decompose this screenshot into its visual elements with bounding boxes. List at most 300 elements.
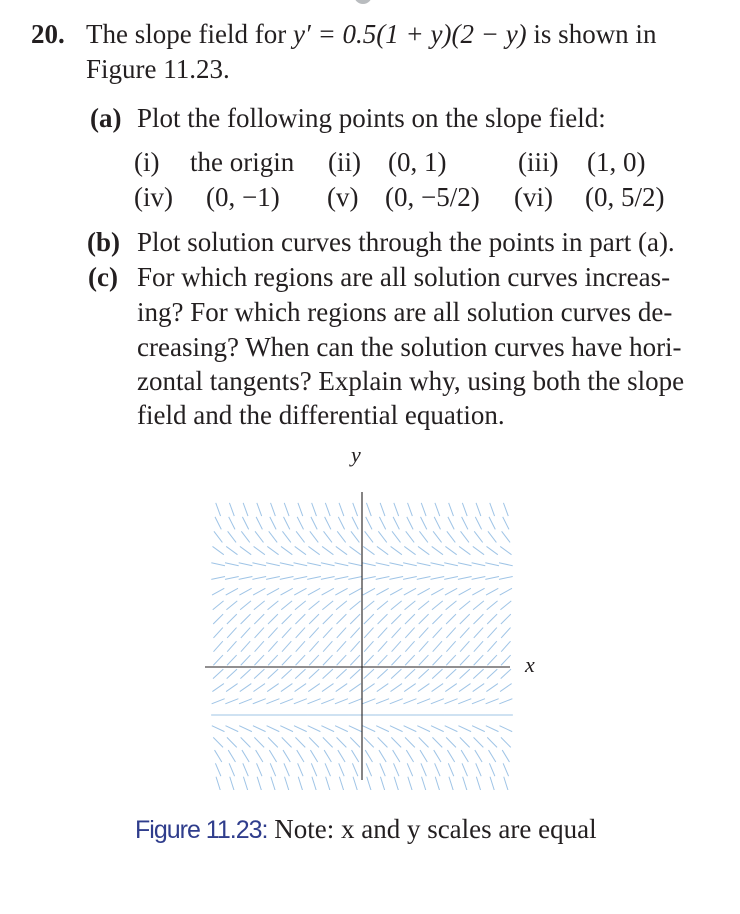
slope-segment — [432, 614, 442, 624]
slope-segment — [419, 628, 428, 638]
slope-segment — [460, 614, 470, 624]
slope-segment — [445, 726, 458, 732]
slope-segment — [417, 726, 430, 732]
point-num-ii: (ii) — [328, 147, 361, 177]
slope-segment — [349, 699, 362, 704]
slope-segment — [376, 577, 390, 580]
slope-segment — [459, 601, 470, 610]
slope-segment — [322, 684, 334, 692]
slope-segment — [281, 588, 293, 595]
slope-segment — [239, 588, 251, 595]
slope-segment — [499, 577, 513, 580]
slope-segment — [488, 531, 496, 542]
slope-segment — [257, 503, 262, 516]
slope-segment — [499, 699, 512, 704]
slope-segment — [444, 577, 458, 580]
slope-segment — [285, 777, 289, 790]
slope-segment — [421, 763, 426, 776]
slope-segment — [394, 763, 399, 776]
slope-segment — [267, 588, 279, 595]
slope-segment — [380, 503, 385, 516]
part-b-text: Plot solution curves through the points in part (a). — [137, 227, 675, 257]
slope-segment — [391, 669, 401, 678]
slope-segment — [338, 750, 345, 762]
slope-segment — [335, 577, 349, 580]
slope-segment — [308, 684, 320, 692]
part-c-line-4: zontal tangents? Explain why, using both the slope — [137, 366, 685, 396]
slope-segment — [363, 726, 376, 732]
slope-segment — [297, 517, 303, 530]
slope-segment — [362, 577, 376, 580]
slope-segment — [500, 601, 511, 610]
slope-segment — [380, 763, 385, 776]
slope-segment — [282, 628, 291, 638]
slope-segment — [487, 546, 498, 554]
slope-segment — [241, 655, 251, 665]
slope-segment — [432, 684, 444, 692]
slope-segment — [337, 655, 347, 665]
slope-segment — [500, 588, 512, 595]
slope-segment — [351, 531, 359, 542]
slope-segment — [352, 750, 359, 762]
point-val-i: the origin — [190, 147, 295, 177]
slope-segment — [294, 588, 306, 595]
slope-segment — [350, 614, 360, 624]
slope-segment — [448, 517, 454, 530]
slope-segment — [462, 517, 468, 530]
slope-segment — [295, 601, 306, 610]
slope-segment — [376, 563, 390, 566]
slope-segment — [353, 777, 357, 790]
slope-segment — [213, 614, 223, 624]
slope-segment — [336, 601, 347, 610]
slope-segment — [336, 546, 347, 554]
part-c-line-3: creasing? When can the solution curves have hori- — [137, 332, 682, 362]
slope-segment — [393, 517, 399, 530]
slope-segment — [211, 563, 225, 566]
slope-segment — [391, 601, 402, 610]
slope-segment — [216, 777, 220, 790]
slope-segment — [227, 655, 237, 665]
slope-segment — [268, 628, 277, 638]
slope-segment — [336, 669, 346, 678]
slope-segment — [214, 531, 222, 542]
part-b-label: (b) — [87, 227, 120, 257]
point-val-iii: (1, 0) — [587, 147, 646, 177]
problem-equation: y′ = 0.5(1 + y)(2 − y) — [292, 19, 527, 49]
slope-segment — [226, 726, 239, 732]
slope-segment — [458, 726, 471, 732]
slope-segment — [391, 546, 402, 554]
slope-segment — [309, 641, 318, 651]
part-c-line-2: ing? For which regions are all solution curves de- — [137, 297, 673, 327]
slope-segment — [418, 601, 429, 610]
slope-segment — [239, 699, 252, 704]
slope-segment — [266, 699, 279, 704]
slope-segment — [213, 655, 223, 665]
slope-segment — [337, 737, 347, 747]
slope-segment — [228, 531, 236, 542]
slope-segment — [308, 546, 319, 554]
slope-segment — [254, 546, 265, 554]
slope-segment — [501, 628, 510, 638]
slope-segment — [378, 655, 388, 665]
slope-segment — [405, 614, 415, 624]
slope-segment — [408, 777, 412, 790]
point-num-vi: (vi) — [514, 182, 553, 212]
slope-segment — [226, 684, 238, 692]
slope-segment — [504, 777, 508, 790]
slope-segment — [281, 684, 293, 692]
slope-segment — [392, 531, 400, 542]
slope-segment — [296, 641, 305, 651]
slope-segment — [213, 628, 222, 638]
slope-segment — [390, 588, 402, 595]
slope-segment — [475, 750, 482, 762]
slope-segment — [337, 641, 346, 651]
slope-segment — [252, 563, 266, 566]
slope-segment — [308, 726, 321, 732]
part-c-label: (c) — [88, 262, 118, 292]
slope-segment — [366, 763, 371, 776]
slope-segment — [406, 531, 414, 542]
slope-segment — [348, 563, 362, 566]
slope-segment — [225, 699, 238, 704]
slope-segment — [294, 563, 308, 566]
slope-segment — [338, 517, 344, 530]
slope-segment — [445, 546, 456, 554]
slope-segment — [227, 628, 236, 638]
slope-segment — [458, 577, 472, 580]
slope-segment — [323, 641, 332, 651]
slope-segment — [473, 601, 484, 610]
slope-segment — [256, 750, 263, 762]
slope-segment — [403, 699, 416, 704]
slope-segment — [268, 601, 279, 610]
slope-segment — [215, 517, 221, 530]
slope-segment — [392, 628, 401, 638]
slope-segment — [310, 750, 317, 762]
slope-segment — [378, 531, 386, 542]
figure-caption — [135, 812, 597, 847]
slope-segment — [376, 726, 389, 732]
slope-segment — [419, 614, 429, 624]
slope-segment — [432, 737, 442, 747]
slope-segment — [377, 546, 388, 554]
slope-segment — [339, 763, 344, 776]
slope-segment — [431, 699, 444, 704]
point-num-i: (i) — [134, 147, 160, 177]
slope-segment — [281, 669, 291, 678]
slope-segment — [212, 684, 224, 692]
slope-segment — [500, 546, 511, 554]
slope-segment — [267, 684, 279, 692]
slope-segment — [335, 588, 347, 595]
slope-segment — [364, 669, 374, 678]
slope-segment — [391, 737, 401, 747]
slope-segment — [405, 641, 414, 651]
slope-segment — [378, 737, 388, 747]
slope-segment — [503, 517, 509, 530]
slope-segment — [379, 750, 386, 762]
slope-segment — [308, 588, 320, 595]
slope-segment — [476, 777, 480, 790]
slope-segment — [252, 577, 266, 580]
slope-segment — [229, 517, 235, 530]
slope-segment — [295, 669, 305, 678]
slope-segment — [312, 503, 317, 516]
slope-segment — [433, 641, 442, 651]
slope-segment — [229, 503, 234, 516]
slope-segment — [240, 546, 251, 554]
slope-segment — [226, 601, 237, 610]
slope-segment — [405, 669, 415, 678]
slope-segment — [487, 614, 497, 624]
part-c-line-1: For which regions are all solution curves increas- — [137, 262, 671, 292]
slope-segment — [418, 588, 430, 595]
slope-segment — [367, 777, 371, 790]
slope-segment — [417, 563, 431, 566]
slope-segment — [500, 726, 513, 732]
slope-segment — [337, 628, 346, 638]
slope-segment — [422, 777, 426, 790]
slope-segment — [323, 628, 332, 638]
slope-segment — [363, 601, 374, 610]
slope-segment — [240, 684, 252, 692]
slope-segment — [324, 750, 331, 762]
slope-segment — [269, 531, 277, 542]
slope-segment — [502, 750, 509, 762]
slope-segment — [377, 684, 389, 692]
slope-segment — [284, 517, 290, 530]
slope-segment — [408, 503, 413, 516]
slope-segment — [391, 684, 403, 692]
slope-segment — [486, 588, 498, 595]
slope-segment — [364, 628, 373, 638]
slope-segment — [449, 503, 454, 516]
slope-segment — [445, 588, 457, 595]
slope-segment — [474, 614, 484, 624]
slope-segment — [242, 750, 249, 762]
slope-segment — [364, 614, 374, 624]
slope-segment — [421, 517, 427, 530]
clipped-glyph-top — [354, 0, 372, 4]
slope-segment — [335, 563, 349, 566]
slope-segment — [323, 614, 333, 624]
slope-segment — [240, 601, 251, 610]
slope-segment — [350, 601, 361, 610]
part-a-label: (a) — [90, 103, 122, 133]
slope-segment — [256, 517, 262, 530]
slope-segment — [366, 517, 372, 530]
slope-segment — [472, 563, 486, 566]
slope-segment — [225, 577, 239, 580]
slope-segment — [323, 655, 333, 665]
slope-segment — [228, 750, 235, 762]
slope-segment — [444, 563, 458, 566]
slope-segment — [296, 531, 304, 542]
slope-segment — [349, 684, 361, 692]
slope-segment — [266, 563, 280, 566]
slope-segment — [350, 737, 360, 747]
slope-segment — [212, 699, 225, 704]
problem-number: 20. — [31, 19, 65, 49]
slope-segment — [349, 726, 362, 732]
slope-segment — [474, 531, 482, 542]
slope-segment — [282, 641, 291, 651]
slope-segment — [405, 628, 414, 638]
slope-segment — [268, 614, 278, 624]
slope-segment — [473, 684, 485, 692]
slope-segment — [486, 726, 499, 732]
slope-segment — [378, 641, 387, 651]
slope-segment — [377, 669, 387, 678]
slope-segment — [404, 684, 416, 692]
slope-segment — [499, 563, 513, 566]
slope-segment — [307, 563, 321, 566]
slope-segment — [490, 503, 495, 516]
problem-text-post: is shown in — [526, 19, 657, 49]
slope-segment — [389, 577, 403, 580]
slope-segment — [325, 503, 330, 516]
slope-segment — [446, 737, 456, 747]
slope-segment — [418, 546, 429, 554]
slope-segment — [296, 628, 305, 638]
slope-segment — [446, 641, 455, 651]
slope-segment — [502, 531, 510, 542]
slope-segment — [460, 655, 470, 665]
slope-segment — [253, 588, 265, 595]
slope-segment — [254, 614, 264, 624]
slope-segment — [403, 563, 417, 566]
slope-segment — [281, 546, 292, 554]
slope-segment — [489, 517, 495, 530]
slope-segment — [501, 737, 511, 747]
slope-segment — [486, 699, 499, 704]
point-num-iv: (iv) — [134, 182, 173, 212]
slope-segment — [431, 588, 443, 595]
slope-segment — [311, 517, 317, 530]
slope-segment — [419, 531, 427, 542]
slope-segment — [350, 546, 361, 554]
slope-segment — [295, 737, 305, 747]
slope-segment — [365, 531, 373, 542]
slope-segment — [472, 726, 485, 732]
slope-segment — [294, 699, 307, 704]
y-axis-label: y — [351, 442, 361, 467]
slope-segment — [325, 763, 330, 776]
slope-segment — [487, 669, 497, 678]
slope-segment — [225, 563, 239, 566]
slope-segment — [324, 531, 332, 542]
slope-segment — [445, 684, 457, 692]
slope-segment — [280, 726, 293, 732]
slope-segment — [405, 737, 415, 747]
slope-segment — [241, 614, 251, 624]
slope-segment — [407, 763, 412, 776]
slope-segment — [447, 750, 454, 762]
slope-segment — [363, 588, 375, 595]
slope-segment — [389, 563, 403, 566]
slope-segment — [391, 614, 401, 624]
slope-segment — [295, 614, 305, 624]
slope-segment — [309, 601, 320, 610]
caption-label: Figure 11.23: — [135, 816, 268, 844]
slope-segment — [445, 699, 458, 704]
slope-segment — [405, 601, 416, 610]
slope-segment — [376, 699, 389, 704]
slope-segment — [379, 517, 385, 530]
slope-segment — [435, 763, 440, 776]
slope-segment — [487, 641, 496, 651]
slope-segment — [503, 763, 508, 776]
point-val-iv: (0, −1) — [206, 182, 280, 212]
slope-segment — [255, 531, 263, 542]
slope-segment — [271, 503, 276, 516]
slope-segment — [322, 546, 333, 554]
slope-segment — [267, 546, 278, 554]
x-axis-label: x — [525, 652, 535, 677]
slope-segment — [434, 517, 440, 530]
slope-segment — [432, 546, 443, 554]
slope-segment — [309, 614, 319, 624]
slope-segment — [310, 531, 318, 542]
slope-segment — [213, 601, 224, 610]
slope-segment — [378, 614, 388, 624]
slope-segment — [295, 684, 307, 692]
slope-segment — [268, 641, 277, 651]
slope-segment — [266, 577, 280, 580]
slope-segment — [296, 655, 306, 665]
slope-segment — [460, 628, 469, 638]
slope-segment — [403, 577, 417, 580]
slope-segment — [362, 563, 376, 566]
slope-segment — [446, 655, 456, 665]
slope-segment — [241, 628, 250, 638]
slope-segment — [321, 726, 334, 732]
slope-segment — [350, 641, 359, 651]
slope-segment — [280, 699, 293, 704]
slope-segment — [282, 614, 292, 624]
slope-segment — [308, 699, 321, 704]
slope-segment — [211, 577, 225, 580]
slope-segment — [363, 546, 374, 554]
slope-segment — [254, 655, 264, 665]
slope-segment — [268, 737, 278, 747]
slope-segment — [243, 763, 248, 776]
slope-segment — [501, 655, 511, 665]
slope-segment — [254, 669, 264, 678]
slope-segment — [394, 777, 398, 790]
slope-segment — [336, 684, 348, 692]
slope-segment — [486, 684, 498, 692]
slope-segment — [489, 763, 494, 776]
slope-segment — [404, 588, 416, 595]
slope-segment — [417, 577, 431, 580]
slope-segment — [270, 517, 276, 530]
slope-segment — [377, 601, 388, 610]
slope-segment — [226, 546, 237, 554]
slope-segment — [500, 684, 512, 692]
slope-segment — [213, 546, 224, 554]
slope-segment — [421, 503, 426, 516]
slope-segment — [280, 577, 294, 580]
slope-segment — [298, 777, 302, 790]
slope-segment — [364, 655, 374, 665]
slope-segment — [309, 669, 319, 678]
slope-segment — [501, 641, 510, 651]
slope-segment — [472, 577, 486, 580]
